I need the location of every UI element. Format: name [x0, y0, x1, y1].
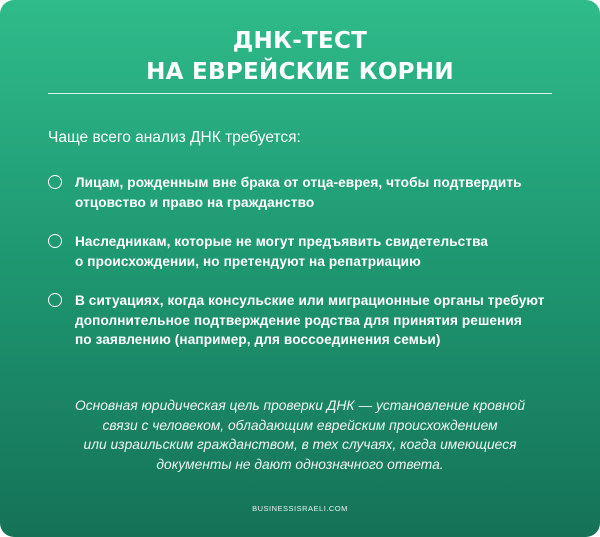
note-line: связи с человеком, обладающим еврейским происхождением	[102, 417, 498, 433]
list-item-line: дополнительное подтверждение родства для принятия решения	[75, 312, 522, 328]
list-item-text	[75, 232, 580, 271]
circle-bullet-icon	[48, 293, 62, 307]
title-line-2: НА ЕВРЕЙСКИЕ КОРНИ	[146, 59, 454, 85]
title-line-1: ДНК-ТЕСТ	[232, 28, 368, 54]
list-item-line: Наследникам, которые не могут предъявить свидетельства	[75, 234, 489, 249]
footer-site-link[interactable]: BUSINESSISRAELI.COM	[252, 504, 348, 513]
list-item-text	[75, 173, 580, 212]
list-item-line: В ситуациях, когда консульские или миграционные органы требуют	[75, 293, 545, 308]
list-item-line: по заявлению (например, для воссоединения семьи)	[75, 332, 441, 347]
note-line: или израильским гражданством, в тех случаях, когда имеющиеся	[83, 437, 517, 452]
title-divider	[48, 93, 552, 94]
note-line: документы не дают однозначного ответа.	[156, 456, 444, 472]
intro-text: Чаще всего анализ ДНК требуется:	[48, 129, 301, 146]
circle-bullet-icon	[48, 175, 62, 189]
note-line: Основная юридическая цель проверки ДНК — установление кровной	[74, 398, 526, 413]
list-item-line: о происхождении, но претендуют на репатриацию	[75, 253, 421, 269]
page-title	[0, 26, 600, 88]
summary-note	[40, 396, 560, 474]
list-item-line: отцовство и право на гражданство	[75, 194, 315, 210]
list-item-line: Лицам, рожденным вне брака от отца-еврея, чтобы подтвердить	[75, 175, 522, 190]
circle-bullet-icon	[48, 234, 62, 248]
list-item-text	[75, 291, 580, 350]
